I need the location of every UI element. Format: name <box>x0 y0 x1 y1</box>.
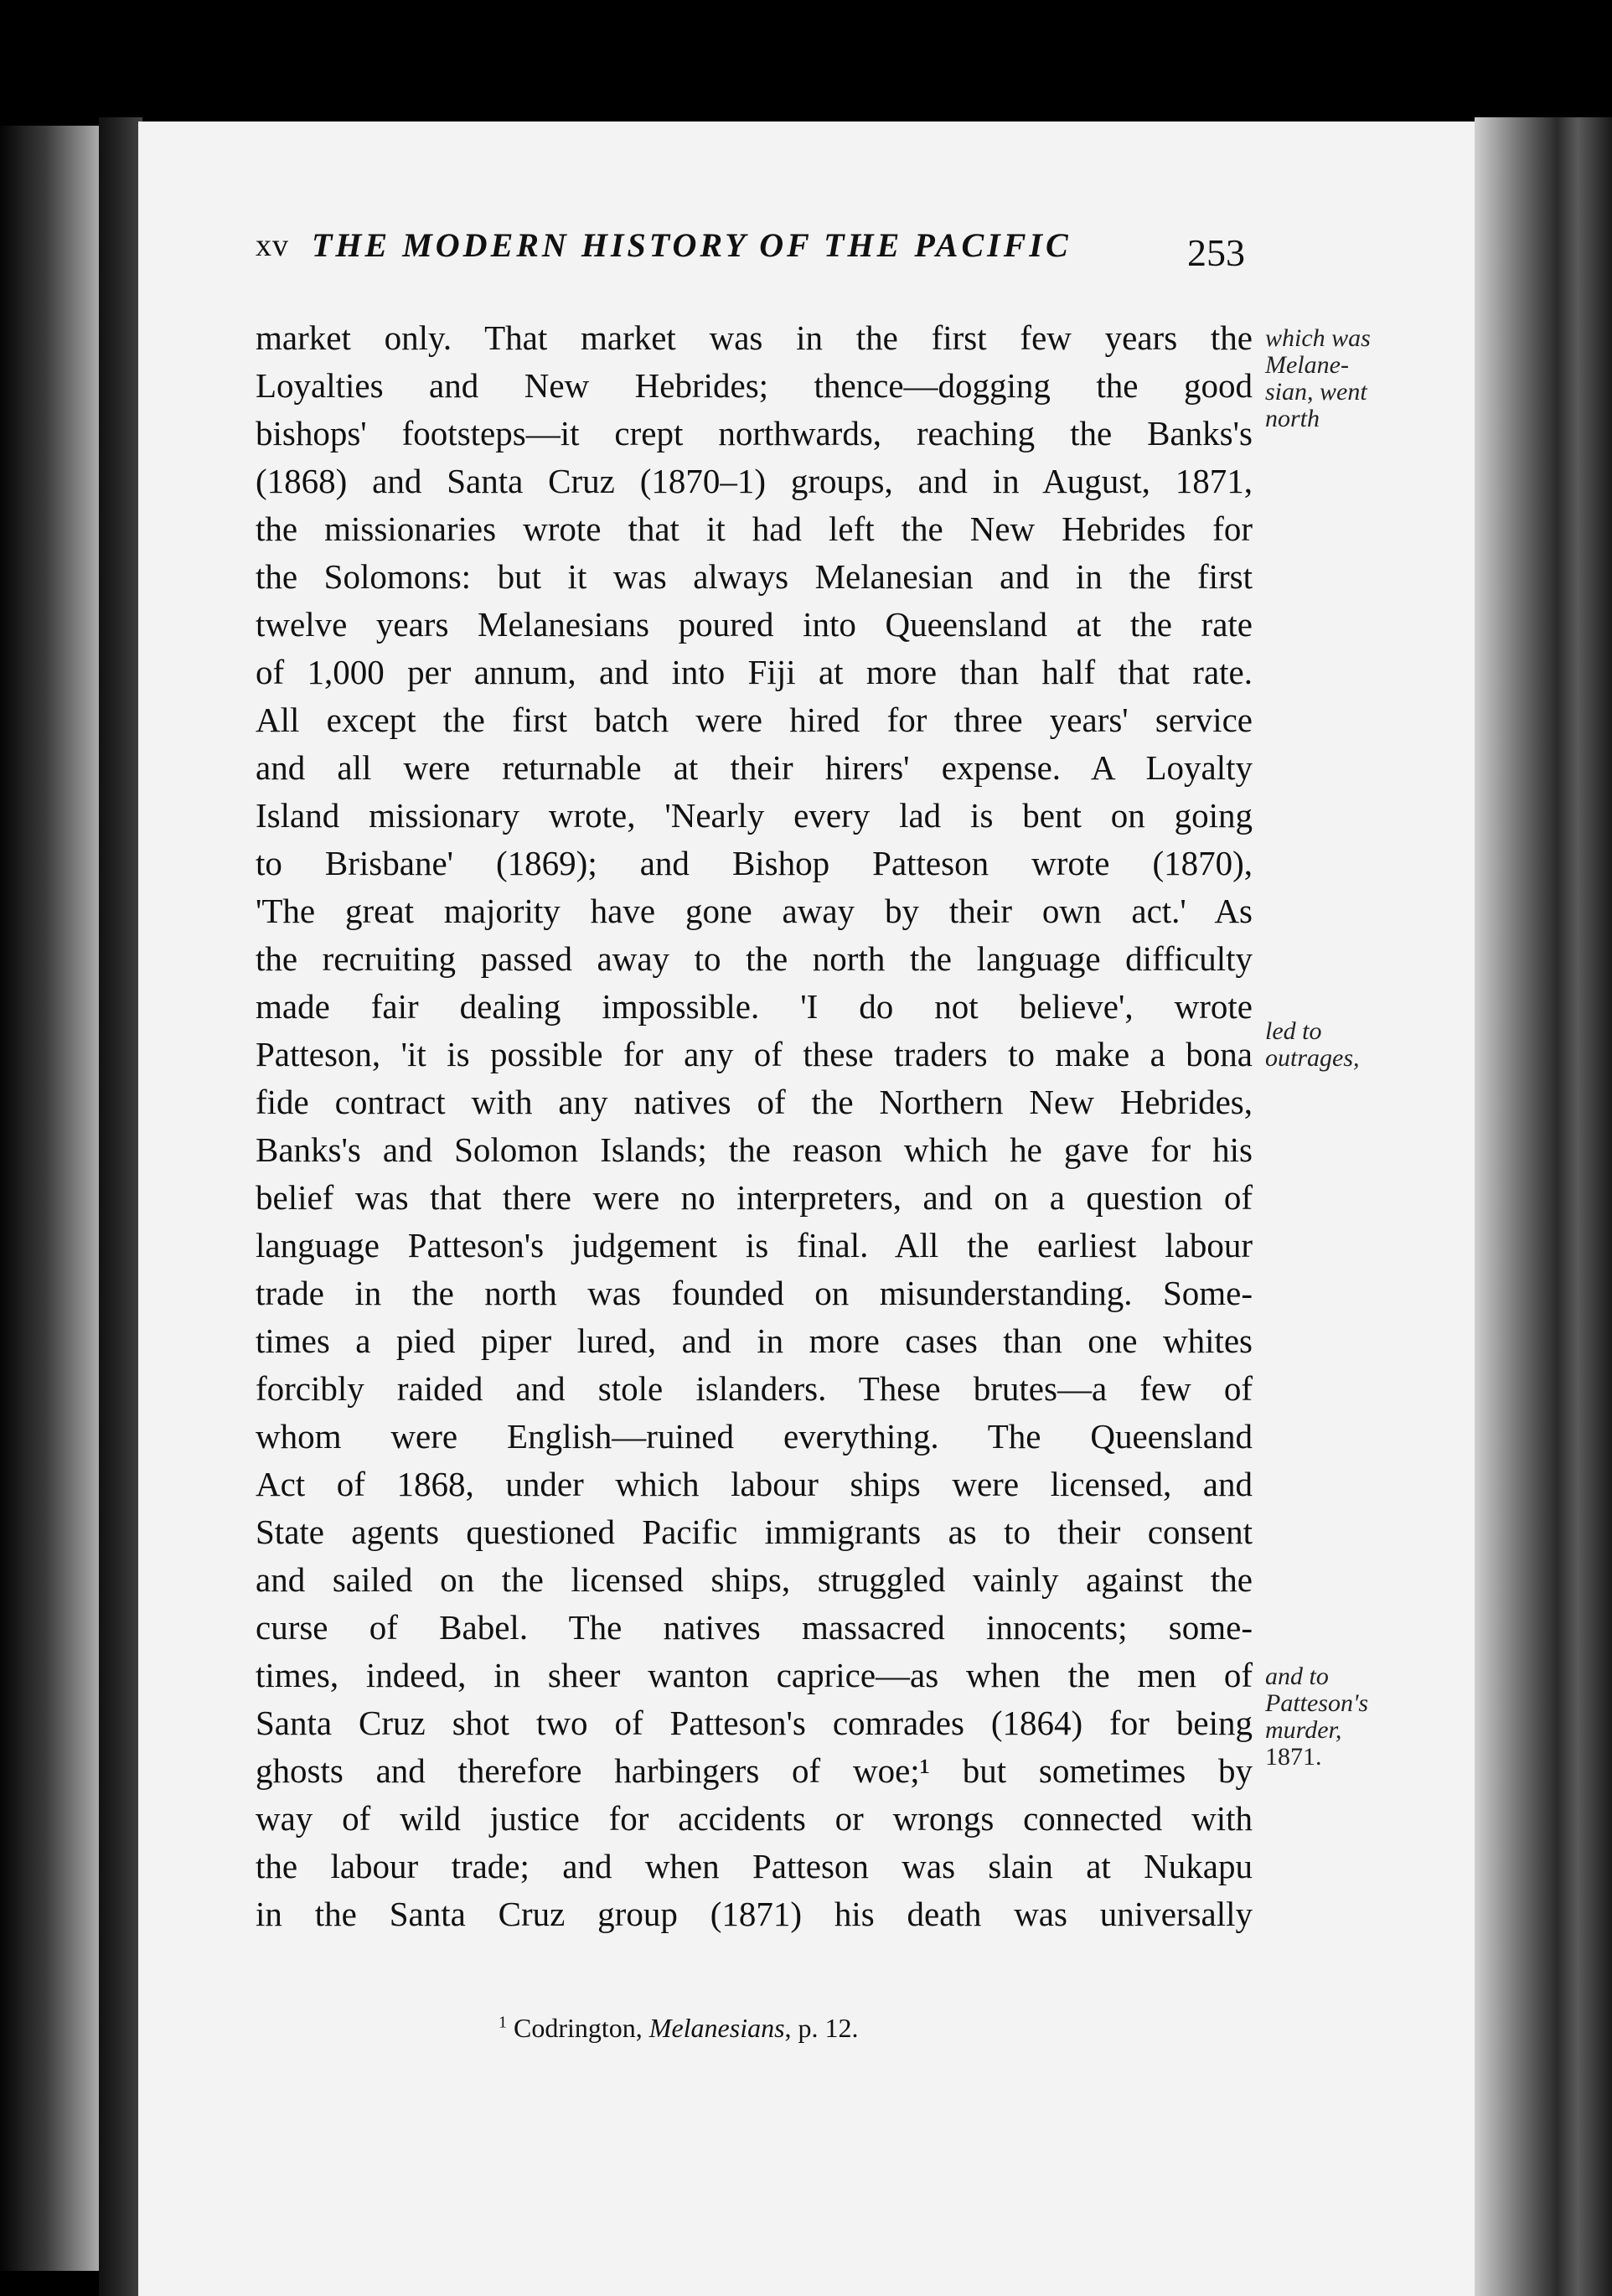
right-page-edge <box>1475 117 1612 2296</box>
running-title: THE MODERN HISTORY OF THE PACIFIC <box>312 226 1072 264</box>
running-header <box>256 214 1244 272</box>
text-line: Act of 1868, under which labour ships were licensed, and <box>256 1465 1253 1503</box>
margin-note <box>1265 1018 1360 1072</box>
text-line: (1868) and Santa Cruz (1870–1) groups, and in August, 1871, <box>256 462 1253 500</box>
text-line: the Solomons: but it was always Melanesian and in the first <box>256 557 1253 596</box>
margin-note-line: north <box>1265 405 1320 432</box>
text-line: All except the first batch were hired for three years' service <box>256 701 1253 739</box>
margin-note-line: 1871. <box>1265 1743 1322 1771</box>
margin-note-line: outrages, <box>1265 1044 1360 1072</box>
text-line: trade in the north was founded on misunderstanding. Some- <box>256 1274 1253 1312</box>
text-line: times, indeed, in sheer wanton caprice—as when the men of <box>256 1656 1253 1694</box>
text-line: market only. That market was in the first few years the <box>256 318 1253 357</box>
page-number: 253 <box>1187 231 1245 274</box>
text-line: the missionaries wrote that it had left the New Hebrides for <box>256 509 1253 548</box>
footnote-italic-title: Melanesians <box>648 2013 785 2043</box>
footnote <box>499 2013 859 2044</box>
text-line: whom were English—ruined everything. The Queensland <box>256 1417 1253 1456</box>
text-line: Patteson, 'it is possible for any of these traders to make a bona <box>256 1035 1253 1073</box>
footnote-text: Codrington, <box>514 2013 649 2043</box>
text-line: bishops' footsteps—it crept northwards, reaching the Banks's <box>256 414 1253 452</box>
text-line: the labour trade; and when Patteson was slain at Nukapu <box>256 1847 1253 1885</box>
footnote-page-ref: , p. 12. <box>784 2013 859 2043</box>
text-line: 'The great majority have gone away by their own act.' As <box>256 892 1253 930</box>
body-text <box>256 314 1253 1938</box>
book-gutter <box>99 117 142 2296</box>
margin-note-line: sian, went <box>1265 378 1367 406</box>
text-line: of 1,000 per annum, and into Fiji at more than half that rate. <box>256 653 1253 691</box>
text-line: ghosts and therefore harbingers of woe;¹ but sometimes by <box>256 1751 1253 1790</box>
text-line: and all were returnable at their hirers' expense. A Loyalty <box>256 748 1253 787</box>
text-line: curse of Babel. The natives massacred innocents; some- <box>256 1608 1253 1647</box>
chapter-number: xv <box>256 228 289 263</box>
text-line: twelve years Melanesians poured into Queensland at the rate <box>256 605 1253 644</box>
text-line: State agents questioned Pacific immigrants as to their consent <box>256 1513 1253 1551</box>
text-line: in the Santa Cruz group (1871) his death was universally <box>256 1895 1253 1933</box>
text-line: and sailed on the licensed ships, struggled vainly against the <box>256 1560 1253 1599</box>
text-line: times a pied piper lured, and in more cases than one whites <box>256 1321 1253 1360</box>
footnote-mark: 1 <box>499 2013 507 2032</box>
text-line: way of wild justice for accidents or wrongs connected with <box>256 1799 1253 1838</box>
text-line: Loyalties and New Hebrides; thence—dogging the good <box>256 366 1253 405</box>
margin-note <box>1265 1663 1368 1771</box>
text-line: made fair dealing impossible. 'I do not believe', wrote <box>256 987 1253 1026</box>
margin-note-line: led to <box>1265 1017 1322 1045</box>
text-line: Banks's and Solomon Islands; the reason which he gave for his <box>256 1130 1253 1169</box>
text-line: the recruiting passed away to the north the language difficulty <box>256 939 1253 978</box>
margin-note <box>1265 325 1371 432</box>
text-line: forcibly raided and stole islanders. These brutes—a few of <box>256 1369 1253 1408</box>
text-line: to Brisbane' (1869); and Bishop Patteson wrote (1870), <box>256 844 1253 882</box>
left-page-edge <box>0 126 113 2271</box>
text-line: belief was that there were no interpreters, and on a question of <box>256 1178 1253 1217</box>
margin-note-line: Patteson's <box>1265 1689 1369 1717</box>
margin-note-line: murder, <box>1265 1716 1342 1744</box>
margin-note-line: which was <box>1265 324 1371 352</box>
text-line: language Patteson's judgement is final. All the earliest labour <box>256 1226 1253 1264</box>
text-line: Santa Cruz shot two of Patteson's comrades (1864) for being <box>256 1704 1253 1742</box>
text-line: Island missionary wrote, 'Nearly every lad is bent on going <box>256 796 1253 835</box>
margin-note-line: Melane- <box>1265 351 1349 379</box>
text-line: fide contract with any natives of the Northern New Hebrides, <box>256 1083 1253 1121</box>
margin-note-line: and to <box>1265 1663 1329 1690</box>
